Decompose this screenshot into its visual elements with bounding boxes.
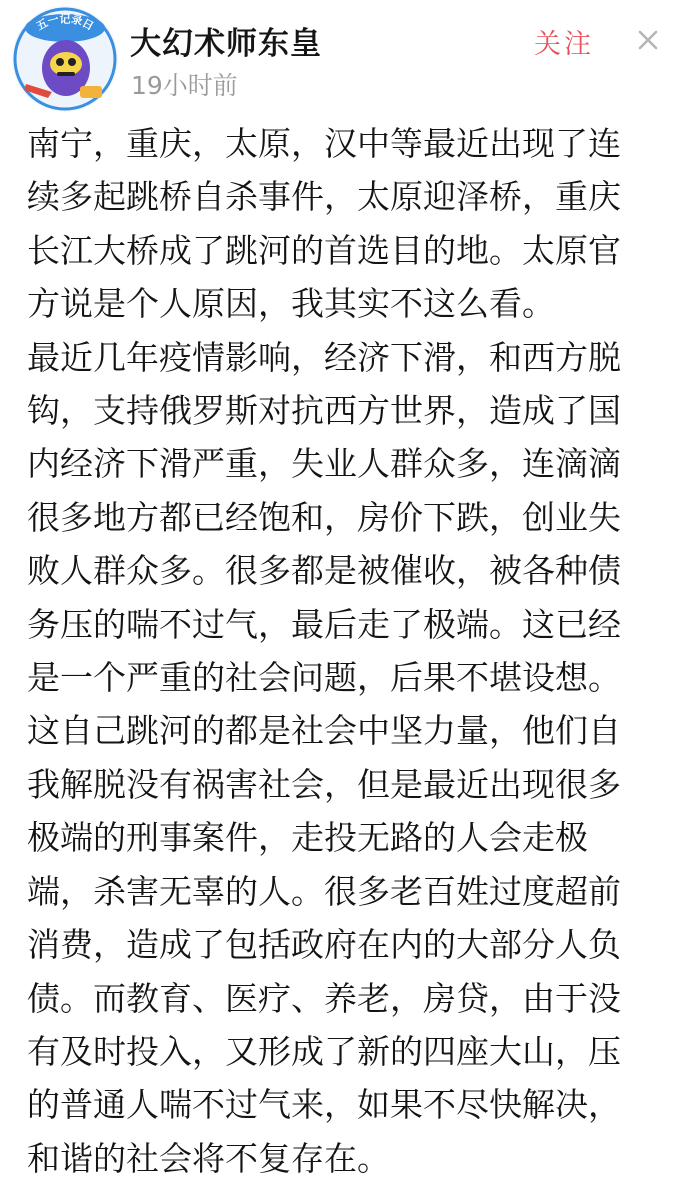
avatar-badge-text: 五一记录日 [34, 12, 96, 34]
post-paragraph-2: 最近几年疫情影响，经济下滑，和西方脱 钩，支持俄罗斯对抗西方世界，造成了国 内经济下滑严重，失业人群众多，连滴滴 很多地方都已经饱和，房价下跌，创业失 败人群众多。很多都是被催收，被各种债 务压的喘不过气，最后走了极端。这已经 是一个严重的社会问题，后果不堪设想。 [27, 337, 621, 698]
post-body [27, 117, 683, 1185]
avatar-image [12, 6, 118, 112]
post-paragraph-3: 这自己跳河的都是社会中坚力量，他们自 我解脱没有祸害社会，但是最近出现很多 极端的刑事案件，走投无路的人会走极 端，杀害无辜的人。很多老百姓过度超前 消费，造成了包括政府在内的大部分人负 债。而教育、医疗、养老，房贷，由于没 有及时投入，又形成了新的四座大山，压 的普通人喘不过气来，如果不尽快解决， 和谐的社会将不复存在。 [27, 711, 621, 1178]
close-icon[interactable] [634, 26, 662, 54]
author-name[interactable]: 大幻术师东皇 [130, 26, 322, 62]
follow-button[interactable]: 关注 [534, 29, 594, 60]
avatar[interactable] [12, 6, 118, 112]
post-paragraph-1: 南宁，重庆，太原，汉中等最近出现了连 续多起跳桥自杀事件，太原迎泽桥，重庆 长江大桥成了跳河的首选目的地。太原官 方说是个人原因，我其实不这么看。 [27, 124, 621, 324]
post-header [0, 0, 698, 110]
post-time: 19小时前 [131, 71, 238, 100]
